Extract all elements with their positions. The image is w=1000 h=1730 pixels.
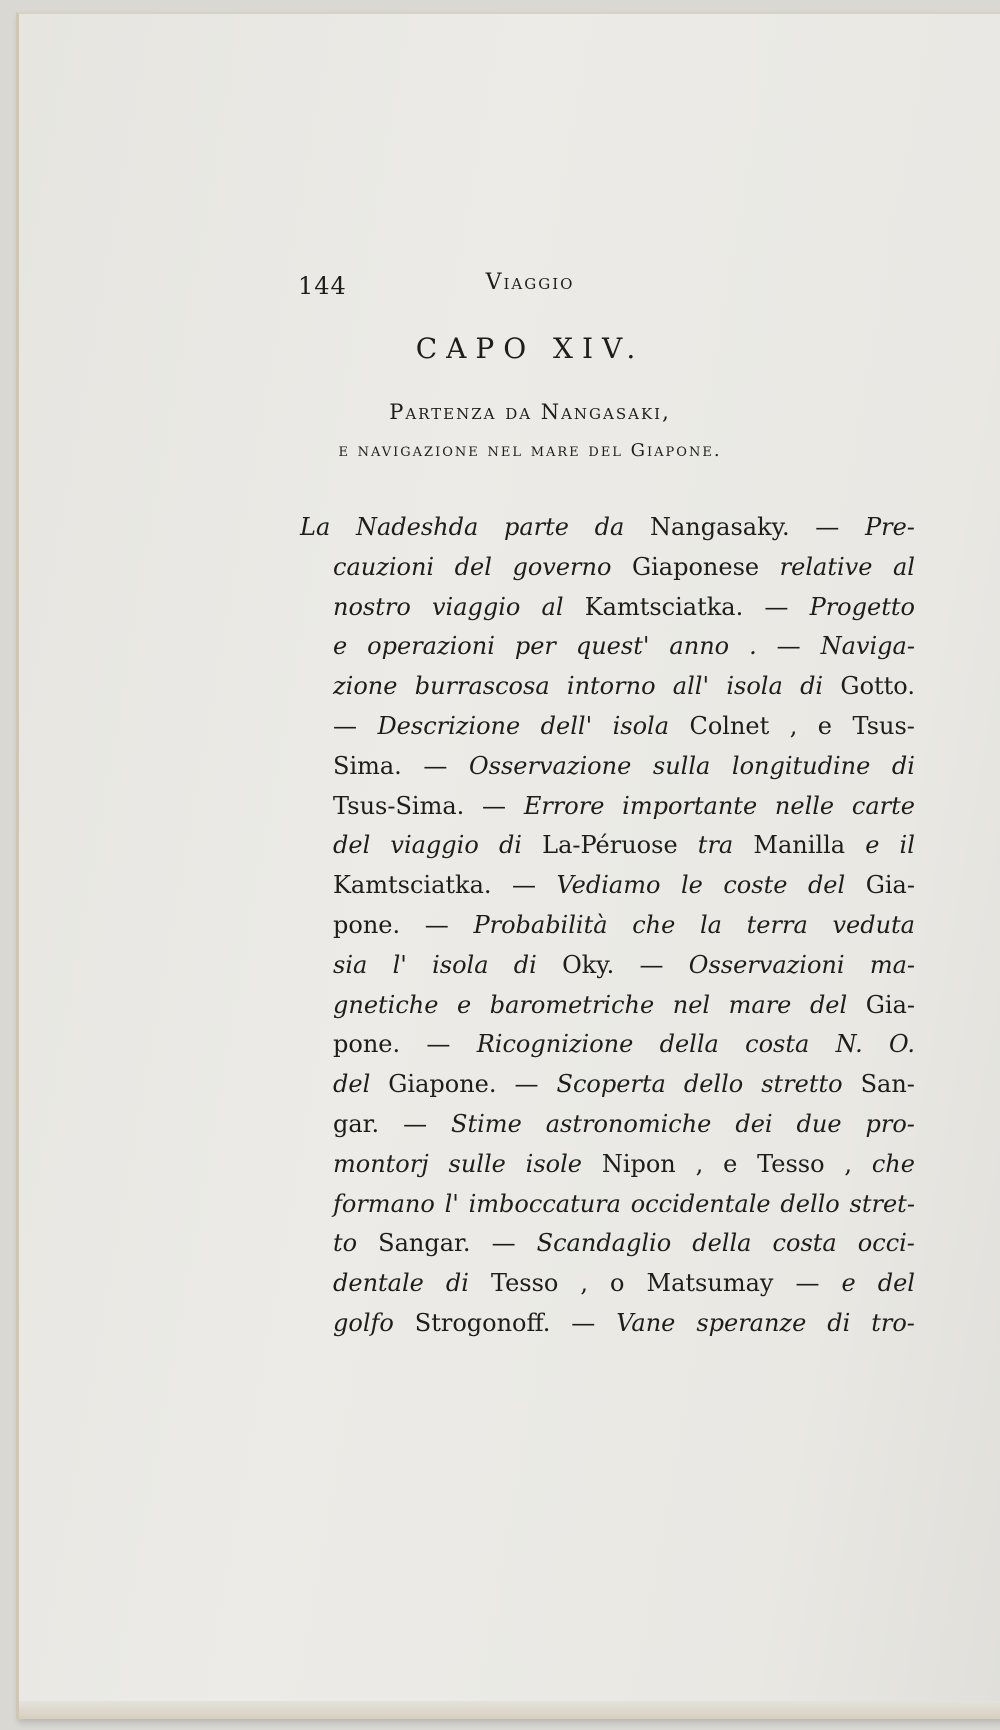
summary-word: quest' xyxy=(575,632,650,661)
summary-line xyxy=(300,508,915,548)
summary-word: sulle xyxy=(448,1149,506,1178)
summary-word: del xyxy=(454,552,492,581)
summary-word: — xyxy=(795,1269,820,1298)
summary-word: viaggio xyxy=(431,592,521,621)
summary-word: Gia- xyxy=(865,990,915,1019)
summary-word: — xyxy=(482,791,507,820)
summary-word: sulla xyxy=(652,751,711,780)
summary-word: dello xyxy=(780,1189,840,1218)
summary-word: relative xyxy=(779,552,873,581)
summary-word: Tesso xyxy=(757,1149,825,1178)
summary-word: imboccatura xyxy=(468,1189,621,1218)
summary-word: — xyxy=(815,513,840,541)
summary-word: Sangar. xyxy=(378,1229,471,1258)
summary-line xyxy=(333,946,915,986)
summary-word: del xyxy=(809,990,848,1019)
summary-word: Osservazioni xyxy=(688,950,845,979)
summary-word: N. xyxy=(835,1030,863,1059)
summary-word: di xyxy=(827,1308,851,1337)
summary-word: , xyxy=(844,1149,852,1178)
summary-word: Probabilità xyxy=(473,910,608,939)
summary-word: viaggio xyxy=(390,831,479,860)
summary-word: — xyxy=(776,632,801,661)
summary-word: e xyxy=(865,831,880,860)
summary-line xyxy=(333,747,915,787)
summary-word: Tsus-Sima. xyxy=(333,791,465,820)
summary-word: veduta xyxy=(832,910,915,939)
summary-word: Colnet xyxy=(689,711,770,740)
summary-word: e xyxy=(723,1149,738,1178)
summary-word: del xyxy=(333,831,371,860)
summary-word: di xyxy=(445,1269,469,1298)
summary-word: al xyxy=(541,592,564,621)
summary-line xyxy=(333,548,915,588)
summary-word: Tsus- xyxy=(852,711,915,740)
summary-word: Oky. xyxy=(562,950,615,979)
summary-word: occi- xyxy=(857,1229,915,1258)
summary-word: e xyxy=(817,711,832,740)
summary-word: e xyxy=(457,990,472,1019)
summary-word: longitudine xyxy=(731,751,871,780)
summary-word: e xyxy=(333,632,348,661)
summary-word: isole xyxy=(525,1149,582,1178)
chapter-summary xyxy=(300,508,915,1344)
summary-word: coste xyxy=(723,871,788,900)
summary-word: le xyxy=(680,871,703,900)
summary-word: — xyxy=(639,950,664,979)
summary-line xyxy=(333,1185,915,1225)
summary-word: cauzioni xyxy=(333,552,435,581)
summary-word: — xyxy=(424,910,449,939)
summary-word: stretto xyxy=(761,1070,843,1099)
summary-word: Strogonoff. xyxy=(414,1308,551,1337)
page-number: 144 xyxy=(298,272,347,300)
summary-line xyxy=(333,1304,915,1344)
summary-word: importante xyxy=(622,791,758,820)
summary-word: San- xyxy=(860,1070,915,1099)
summary-line xyxy=(333,906,915,946)
summary-word: nel xyxy=(672,990,711,1019)
summary-word: Naviga- xyxy=(820,632,915,661)
summary-word: che xyxy=(871,1149,915,1178)
summary-word: isola xyxy=(612,711,670,740)
summary-word: Vediamo xyxy=(556,871,661,900)
summary-word: gar. xyxy=(333,1109,380,1138)
summary-word: Matsumay xyxy=(646,1269,774,1298)
summary-line xyxy=(333,866,915,906)
summary-line xyxy=(333,1224,915,1264)
summary-line xyxy=(333,667,915,707)
summary-word: Gotto. xyxy=(840,672,915,701)
summary-word: Progetto xyxy=(809,592,915,621)
summary-word: costa xyxy=(772,1229,837,1258)
summary-word: — xyxy=(426,1030,451,1059)
summary-word: il xyxy=(899,831,915,860)
summary-word: di xyxy=(513,950,537,979)
summary-word: Giapone. xyxy=(388,1070,497,1099)
summary-word: pro- xyxy=(865,1109,915,1138)
summary-word: Osservazione xyxy=(469,751,632,780)
summary-word: Errore xyxy=(523,791,605,820)
summary-word: dello xyxy=(683,1070,744,1099)
summary-word: che xyxy=(632,910,676,939)
summary-line xyxy=(333,826,915,866)
summary-word: all' xyxy=(672,672,710,701)
summary-word: del xyxy=(877,1269,915,1298)
summary-word: Giaponese xyxy=(631,552,760,581)
summary-word: anno xyxy=(669,632,730,661)
chapter-subtitle-1: Partenza da Nangasaki, xyxy=(389,400,671,424)
summary-word: ma- xyxy=(869,950,915,979)
summary-word: formano xyxy=(333,1189,435,1218)
summary-word: , xyxy=(789,711,798,740)
summary-word: burrascosa xyxy=(414,672,550,701)
summary-word: Kamtsciatka. xyxy=(333,871,492,900)
summary-word: isola xyxy=(726,672,783,701)
summary-word: astronomiche xyxy=(545,1109,712,1138)
summary-word: — xyxy=(423,751,448,780)
summary-word: speranze xyxy=(696,1308,807,1337)
summary-word: Nipon xyxy=(601,1149,676,1178)
summary-word: di xyxy=(891,751,915,780)
summary-word: la xyxy=(700,910,722,939)
summary-word: stret- xyxy=(849,1189,915,1218)
summary-word: , xyxy=(580,1269,589,1298)
summary-word: nostro xyxy=(333,592,411,621)
summary-word: Nadeshda xyxy=(355,513,479,541)
summary-word: Nangasaky. xyxy=(650,513,790,541)
summary-word: — xyxy=(571,1308,596,1337)
chapter-subtitle-2: e navigazione nel mare del Giapone. xyxy=(338,440,722,461)
summary-word: , xyxy=(695,1149,704,1178)
summary-word: montorj xyxy=(333,1149,429,1178)
summary-word: di xyxy=(498,831,522,860)
summary-word: Manilla xyxy=(753,831,846,860)
summary-word: governo xyxy=(512,552,612,581)
summary-word: barometriche xyxy=(489,990,655,1019)
summary-word: dell' xyxy=(540,711,593,740)
summary-word: occidentale xyxy=(630,1189,771,1218)
summary-word: — xyxy=(403,1109,428,1138)
summary-word: — xyxy=(512,871,537,900)
summary-word: intorno xyxy=(566,672,656,701)
summary-line xyxy=(333,588,915,628)
summary-word: terra xyxy=(746,910,808,939)
summary-word: della xyxy=(692,1229,752,1258)
summary-word: o xyxy=(610,1269,625,1298)
running-head: Viaggio xyxy=(485,270,575,295)
summary-line xyxy=(333,1065,915,1105)
summary-line xyxy=(333,1105,915,1145)
summary-word: La-Péruose xyxy=(542,831,678,860)
summary-line xyxy=(333,1025,915,1065)
summary-line xyxy=(333,986,915,1026)
summary-word: — xyxy=(491,1229,516,1258)
summary-word: parte xyxy=(503,513,569,541)
summary-word: del xyxy=(333,1070,371,1099)
summary-word: sia xyxy=(333,950,368,979)
summary-word: l' xyxy=(444,1189,459,1218)
summary-line xyxy=(333,627,915,667)
summary-word: La xyxy=(300,513,331,541)
summary-word: al xyxy=(892,552,915,581)
summary-word: to xyxy=(333,1229,358,1258)
summary-word: isola xyxy=(432,950,489,979)
summary-word: dentale xyxy=(333,1269,424,1298)
summary-word: da xyxy=(594,513,625,541)
summary-word: Descrizione xyxy=(377,711,521,740)
summary-word: carte xyxy=(851,791,915,820)
summary-word: O. xyxy=(889,1030,915,1059)
summary-line xyxy=(333,787,915,827)
summary-word: . xyxy=(749,632,757,661)
summary-word: Stime xyxy=(451,1109,522,1138)
summary-word: Scoperta xyxy=(556,1070,666,1099)
summary-word: zione xyxy=(333,672,398,701)
summary-word: Sima. xyxy=(333,751,402,780)
summary-word: di xyxy=(800,672,824,701)
summary-word: tro- xyxy=(871,1308,915,1337)
summary-word: — xyxy=(514,1070,539,1099)
summary-word: Gia- xyxy=(865,871,915,900)
summary-word: Pre- xyxy=(864,513,915,541)
summary-word: golfo xyxy=(333,1308,394,1337)
summary-word: Ricognizione xyxy=(476,1030,634,1059)
summary-word: costa xyxy=(745,1030,810,1059)
summary-word: pone. xyxy=(333,1030,401,1059)
summary-word: mare xyxy=(728,990,792,1019)
summary-word: l' xyxy=(392,950,407,979)
summary-word: Tesso xyxy=(490,1269,559,1298)
summary-word: pone. xyxy=(333,910,401,939)
summary-word: dei xyxy=(735,1109,773,1138)
chapter-title: CAPO XIV. xyxy=(415,332,645,365)
summary-word: e xyxy=(841,1269,856,1298)
summary-word: del xyxy=(807,871,846,900)
summary-word: Kamtsciatka. xyxy=(584,592,744,621)
summary-word: nelle xyxy=(774,791,835,820)
summary-word: — xyxy=(333,711,357,740)
summary-line xyxy=(333,1264,915,1304)
summary-word: operazioni xyxy=(367,632,495,661)
summary-word: — xyxy=(764,592,789,621)
summary-word: Scandaglio xyxy=(536,1229,672,1258)
summary-line xyxy=(333,1145,915,1185)
summary-word: della xyxy=(659,1030,719,1059)
summary-word: per xyxy=(514,632,556,661)
summary-word: due xyxy=(796,1109,842,1138)
summary-word: gnetiche xyxy=(333,990,439,1019)
summary-word: Vane xyxy=(616,1308,676,1337)
summary-line xyxy=(333,707,915,747)
summary-word: tra xyxy=(697,831,734,860)
